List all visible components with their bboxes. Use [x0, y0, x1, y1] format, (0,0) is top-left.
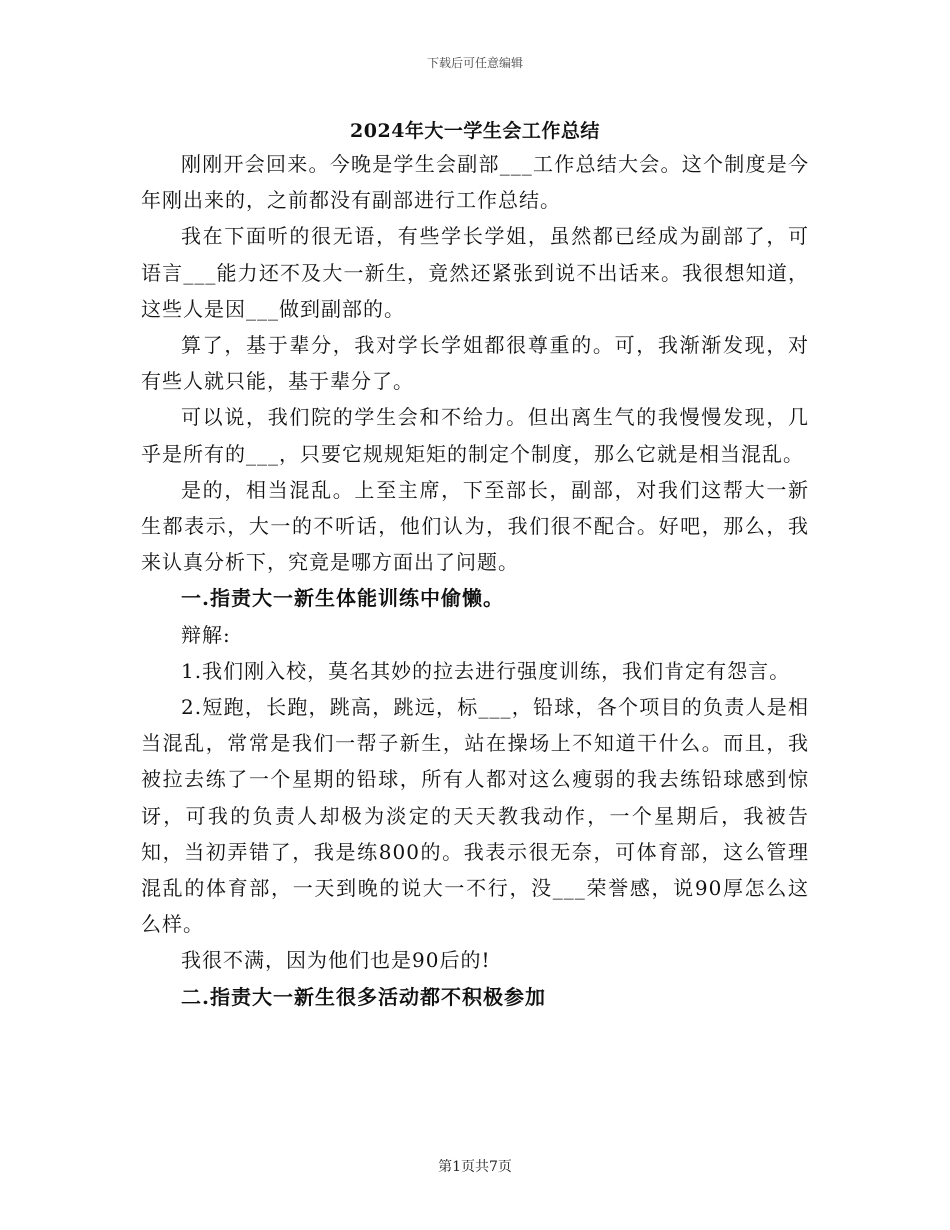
paragraph: 我很不满，因为他们也是90后的!	[181, 948, 491, 973]
section-heading: 一.指责大一新生体能训练中偷懒。	[181, 586, 504, 611]
page-number: 第1页共7页	[438, 1159, 512, 1175]
list-item: 2.短跑，长跑，跳高，跳远，标___，铅球，各个项目的负责人是相当混乱，常常是我们一帮子新生，站在操场上不知道干什么。而且，我被拉去练了一个星期的铅球，所有人都对这么瘦弱的我去练铅球感到惊讶，可我的负责人却极为淡定的天天教我动作，一个星期后，我被告知，当初弄错了，我是练800的。我表示很无奈，可体育部，这么管理混乱的体育部，一天到晚的说大一不行，没___荣誉感，说90厚怎么这么样。	[141, 695, 809, 937]
header-note: 下载后可任意编辑	[426, 56, 523, 70]
paragraph: 我在下面听的很无语，有些学长学姐，虽然都已经成为副部了，可语言___能力还不及大一新生，竟然还紧张到说不出话来。我很想知道，这些人是因___做到副部的。	[141, 224, 809, 321]
paragraph: 辩解:	[181, 622, 231, 647]
document-body	[141, 146, 809, 1015]
paragraph: 刚刚开会回来。今晚是学生会副部___工作总结大会。这个制度是今年刚出来的，之前都没有副部进行工作总结。	[141, 152, 809, 213]
paragraph: 可以说，我们院的学生会和不给力。但出离生气的我慢慢发现，几乎是所有的___，只要它规规矩矩的制定个制度，那么它就是相当混乱。	[141, 405, 809, 466]
paragraph: 算了，基于辈分，我对学长学姐都很尊重的。可，我渐渐发现，对有些人就只能，基于辈分了。	[141, 333, 809, 394]
paragraph: 是的，相当混乱。上至主席，下至部长，副部，对我们这帮大一新生都表示，大一的不听话，他们认为，我们很不配合。好吧，那么，我来认真分析下，究竟是哪方面出了问题。	[141, 477, 809, 575]
section-heading: 二.指责大一新生很多活动都不积极参加	[181, 984, 546, 1009]
document-title: 2024年大一学生会工作总结	[350, 120, 600, 142]
list-item: 1.我们刚入校，莫名其妙的拉去进行强度训练，我们肯定有怨言。	[181, 658, 791, 683]
